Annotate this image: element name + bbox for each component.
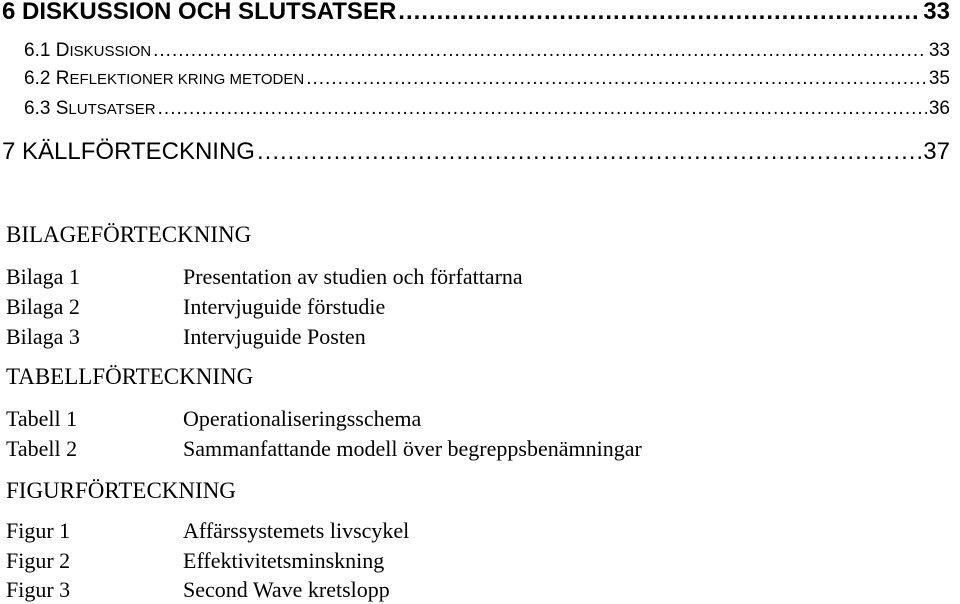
figure-list-row (6, 518, 409, 544)
toc-title-rest: ISKUSSION (69, 43, 152, 60)
dot-leader (158, 98, 927, 120)
toc-page: 35 (928, 68, 950, 89)
figure-title: Affärssystemets livscykel (183, 518, 410, 543)
appendix-label: Bilaga 3 (6, 324, 80, 349)
dot-leader (257, 138, 921, 166)
table-title: Operationaliseringsschema (183, 406, 422, 431)
toc-page: 33 (928, 40, 950, 61)
figure-label: Figur 3 (6, 577, 71, 602)
toc-number: 7 (2, 138, 16, 165)
toc-title-initial: R (55, 68, 70, 89)
table-title: Sammanfattande modell över begreppsbenämningar (183, 436, 642, 461)
figure-list-row (6, 548, 384, 574)
toc-title-rest: EFLEKTIONER KRING METODEN (69, 71, 305, 88)
toc-entry-ch6[interactable] (2, 0, 950, 26)
dot-leader (306, 68, 927, 90)
appendix-row (6, 294, 385, 320)
toc-title-initial: S (55, 98, 69, 119)
toc-title: KÄLLFÖRTECKNING (22, 138, 255, 165)
toc-entry-6-1[interactable] (24, 40, 950, 62)
toc-title-rest: LUTSATSER (68, 101, 156, 118)
toc-number: 6 (2, 0, 16, 25)
toc-page: 33 (923, 0, 950, 25)
toc-page: 36 (928, 98, 950, 119)
appendix-label: Bilaga 2 (6, 294, 80, 319)
toc-entry-6-2[interactable] (24, 68, 950, 90)
appendices-heading: BILAGEFÖRTECKNING (6, 222, 252, 247)
tables-heading: TABELLFÖRTECKNING (6, 364, 254, 389)
dot-leader (153, 40, 927, 62)
figure-title: Effektivitetsminskning (183, 548, 385, 573)
appendix-title: Presentation av studien och författarna (183, 264, 523, 289)
toc-number: 6.2 (24, 68, 51, 89)
toc-title-initial: D (55, 40, 70, 61)
table-label: Tabell 1 (6, 406, 78, 431)
figure-title: Second Wave kretslopp (183, 577, 390, 602)
dot-leader (398, 0, 921, 26)
toc-title: DISKUSSION OCH SLUTSATSER (22, 0, 397, 25)
toc-entry-ch7[interactable] (2, 138, 950, 166)
appendix-title: Intervjuguide förstudie (183, 294, 386, 319)
toc-number: 6.1 (24, 40, 51, 61)
figure-label: Figur 1 (6, 518, 71, 543)
toc-page: 37 (923, 138, 950, 165)
appendix-label: Bilaga 1 (6, 264, 80, 289)
figures-heading: FIGURFÖRTECKNING (6, 478, 236, 503)
toc-number: 6.3 (24, 98, 51, 119)
table-list-row (6, 436, 642, 462)
figure-list-row (6, 577, 390, 603)
appendix-row (6, 324, 366, 350)
appendix-title: Intervjuguide Posten (183, 324, 366, 349)
table-label: Tabell 2 (6, 436, 78, 461)
figure-label: Figur 2 (6, 548, 71, 573)
appendix-row (6, 264, 523, 290)
toc-entry-6-3[interactable] (24, 98, 950, 120)
table-list-row (6, 406, 421, 432)
